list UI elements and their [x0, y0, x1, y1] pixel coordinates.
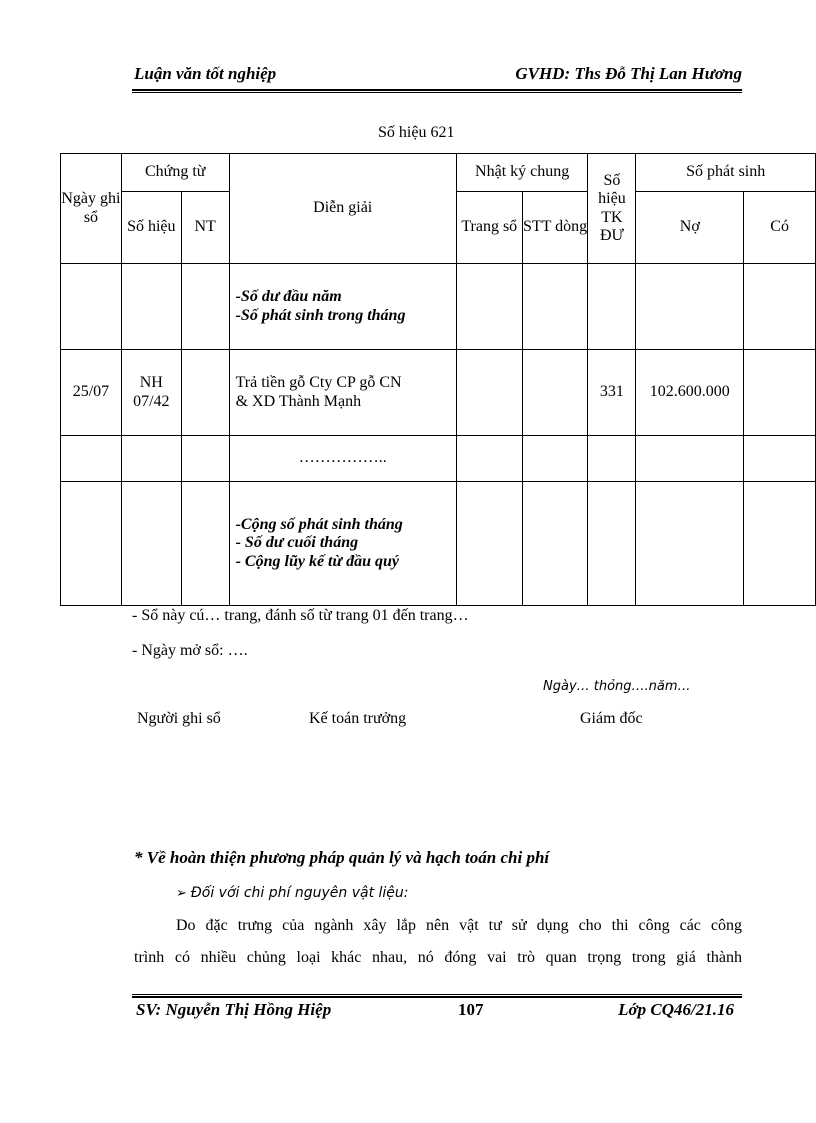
bullet-text: Đối với chi phí nguyên vật liệu: [190, 885, 409, 901]
signature-recorder: Người ghi sổ [137, 710, 221, 727]
entry-voucher-no: NH [139, 374, 163, 392]
header-advisor: GVHD: Ths Đỗ Thị Lan Hương [515, 64, 742, 83]
ledger-table [60, 153, 816, 606]
footer-rule-thin [132, 994, 742, 995]
bullet-line [176, 884, 409, 902]
table-row [61, 264, 816, 350]
total-arising: -Cộng số phát sinh tháng [235, 515, 403, 533]
note-open-date: - Ngày mở sổ: …. [132, 642, 248, 659]
table-row [61, 436, 816, 482]
col-credit: Có [744, 192, 816, 264]
period-arising: -Số phát sinh trong tháng [235, 306, 406, 324]
col-voucher-no: Số hiệu [121, 192, 181, 264]
section-heading: * Về hoàn thiện phương pháp quản lý và hạch toán chi phí [134, 848, 550, 867]
entry-description: Trả tiền gỗ Cty CP gỗ CN [235, 374, 402, 392]
footer-student: SV: Nguyễn Thị Hồng Hiệp [136, 1000, 332, 1019]
signature-director: Giám đốc [580, 710, 643, 727]
header-rule-thin [132, 92, 742, 93]
header-title: Luận văn tốt nghiệp [134, 64, 277, 83]
paragraph-line: trình có nhiều chủng loại khác nhau, nó đóng vai trò quan trọng trong giá thành [134, 949, 742, 966]
closing-balance: - Số dư cuối tháng [235, 534, 359, 552]
ledger-code: Số hiệu 621 [378, 124, 455, 141]
table-row [61, 482, 816, 606]
signature-chief-accountant: Kế toán trưởng [309, 710, 407, 727]
col-page: Trang sổ [456, 192, 522, 264]
col-date: Ngày ghi sổ [61, 154, 122, 264]
table-row [61, 350, 816, 436]
col-voucher: Chứng từ [121, 154, 229, 192]
col-debit: Nợ [636, 192, 744, 264]
ellipsis-row: …………….. [229, 436, 456, 482]
col-line: STT dòng [522, 192, 588, 264]
footer-class: Lớp CQ46/21.16 [618, 1000, 734, 1019]
signature-date: Ngày… thỏng….năm… [543, 679, 691, 694]
entry-voucher-no-2: 07/42 [133, 392, 170, 410]
body-paragraph [134, 910, 742, 974]
entry-account: 331 [588, 350, 636, 436]
entry-debit: 102.600.000 [636, 350, 744, 436]
opening-balance: -Số dư đầu năm [235, 288, 342, 306]
col-description: Diễn giải [229, 154, 456, 264]
note-pages: - Sổ này cú… trang, đánh số từ trang 01 đến trang… [132, 607, 469, 624]
col-voucher-date: NT [181, 192, 229, 264]
arrow-bullet-icon: ➢ [176, 886, 187, 901]
entry-date: 25/07 [61, 350, 122, 436]
footer-rule [132, 996, 742, 998]
cumulative-total: - Cộng lũy kế từ đầu quý [235, 552, 399, 570]
header-rule [132, 89, 742, 91]
paragraph-line: Do đặc trưng của ngành xây lắp nên vật tư sử dụng cho thi công các công [176, 917, 742, 934]
col-amount: Số phát sinh [636, 154, 816, 192]
entry-description-2: & XD Thành Mạnh [235, 392, 362, 410]
col-journal: Nhật ký chung [456, 154, 588, 192]
page-number: 107 [458, 1000, 484, 1019]
col-account: Số hiệu TK ĐƯ [588, 154, 636, 264]
